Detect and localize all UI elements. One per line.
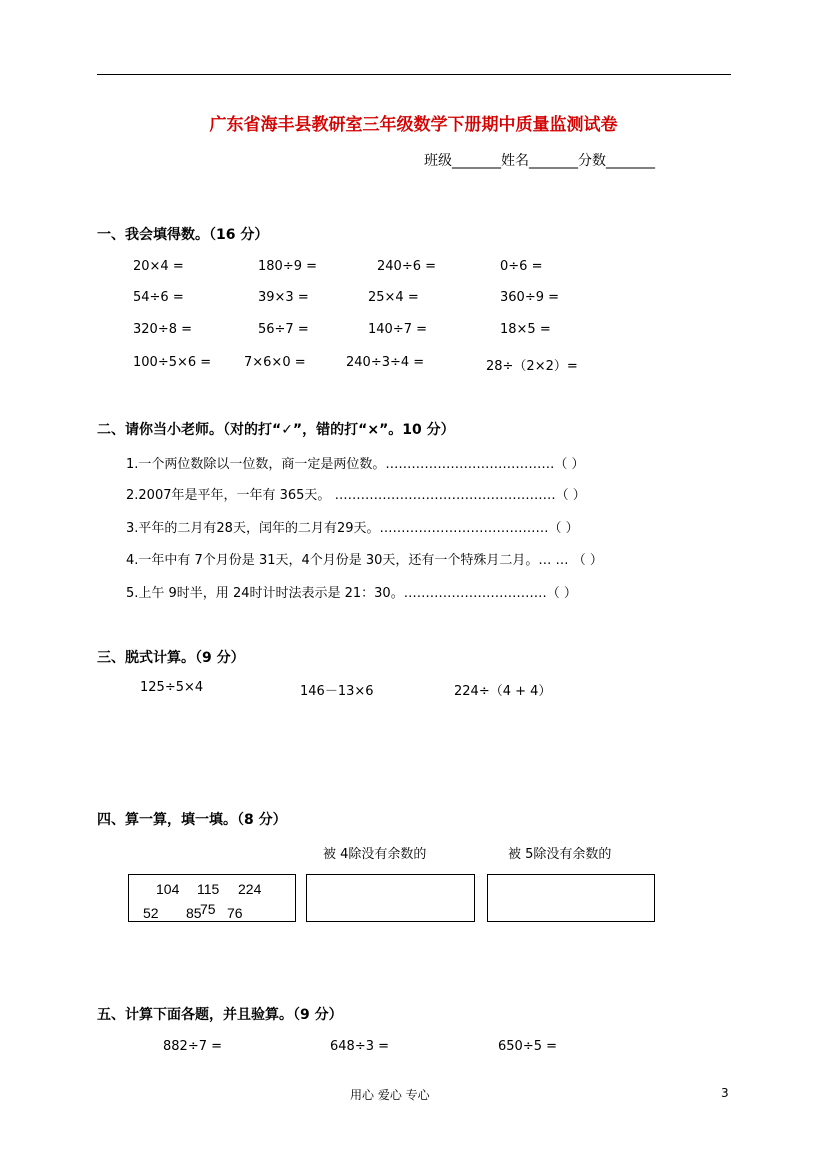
s5-item-2: 648÷3 = xyxy=(330,1039,390,1054)
s1-r4-c3: 240÷3÷4 = xyxy=(346,355,425,370)
s1-r2-c1: 54÷6 = xyxy=(133,290,184,305)
page-title: 广东省海丰县教研室三年级数学下册期中质量监测试卷 xyxy=(209,115,618,135)
s1-r1-c3: 240÷6 = xyxy=(377,259,437,274)
s1-r4-c2: 7×6×0 = xyxy=(244,355,306,370)
s3-item-2: 146－13×6 xyxy=(300,684,374,699)
s1-r3-c1: 320÷8 = xyxy=(133,322,193,337)
number-104: 104 xyxy=(156,881,180,897)
label-divisible-by-4: 被 4除没有余数的 xyxy=(323,847,427,862)
s1-r3-c2: 56÷7 = xyxy=(258,322,309,337)
section3-heading: 三、脱式计算。（9 分） xyxy=(97,650,245,666)
s5-item-3: 650÷5 = xyxy=(498,1039,558,1054)
s2-item-3: 3.平年的二月有28天，闰年的二月有29天。…………………………………（ ） xyxy=(126,521,579,536)
section5-heading: 五、计算下面各题，并且验算。（9 分） xyxy=(97,1007,343,1023)
number-set-box xyxy=(128,874,296,922)
answer-box-divisible-by-5 xyxy=(487,874,655,922)
s2-item-4: 4.一年中有 7个月份是 31天，4个月份是 30天，还有一个特殊月二月。… … （ ） xyxy=(126,553,603,568)
section2-heading: 二、请你当小老师。（对的打“✓”，错的打“×”。10 分） xyxy=(97,422,455,438)
s1-r3-c4: 18×5 = xyxy=(500,322,551,337)
s1-r2-c4: 360÷9 = xyxy=(500,290,560,305)
number-85: 85 xyxy=(186,905,202,921)
number-76: 76 xyxy=(227,905,243,921)
s3-item-1: 125÷5×4 xyxy=(140,680,204,695)
s1-r1-c2: 180÷9 = xyxy=(258,259,318,274)
answer-box-divisible-by-4 xyxy=(306,874,475,922)
number-52: 52 xyxy=(143,905,159,921)
s2-item-1: 1.一个两位数除以一位数，商一定是两位数。…………………………………（ ） xyxy=(126,457,585,472)
page-footer: 用心 爱心 专心 xyxy=(350,1088,430,1102)
header-rule xyxy=(97,74,731,75)
s1-r1-c1: 20×4 = xyxy=(133,259,184,274)
student-info-line: 班级_______姓名_______分数_______ xyxy=(424,153,655,169)
label-divisible-by-5: 被 5除没有余数的 xyxy=(508,847,612,862)
s1-r4-c1: 100÷5×6 = xyxy=(133,355,212,370)
s1-r3-c3: 140÷7 = xyxy=(368,322,428,337)
s2-item-2: 2.2007年是平年，一年有 365天。 ……………………………………………（ ） xyxy=(126,488,586,503)
number-224: 224 xyxy=(238,881,262,897)
s1-r2-c2: 39×3 = xyxy=(258,290,309,305)
s1-r4-c4: 28÷（2×2）= xyxy=(486,359,578,374)
s5-item-1: 882÷7 = xyxy=(163,1039,223,1054)
s1-r2-c3: 25×4 = xyxy=(368,290,419,305)
s3-item-3: 224÷（4 + 4） xyxy=(454,684,552,699)
section1-heading: 一、我会填得数。（16 分） xyxy=(97,227,269,243)
number-75: 75 xyxy=(200,901,216,917)
section4-heading: 四、算一算，填一填。（8 分） xyxy=(97,812,287,828)
s2-item-5: 5.上午 9时半，用 24时计时法表示是 21：30。……………………………（ ） xyxy=(126,586,577,601)
page-number: 3 xyxy=(721,1086,729,1100)
number-115: 115 xyxy=(197,881,220,897)
s1-r1-c4: 0÷6 = xyxy=(500,259,543,274)
